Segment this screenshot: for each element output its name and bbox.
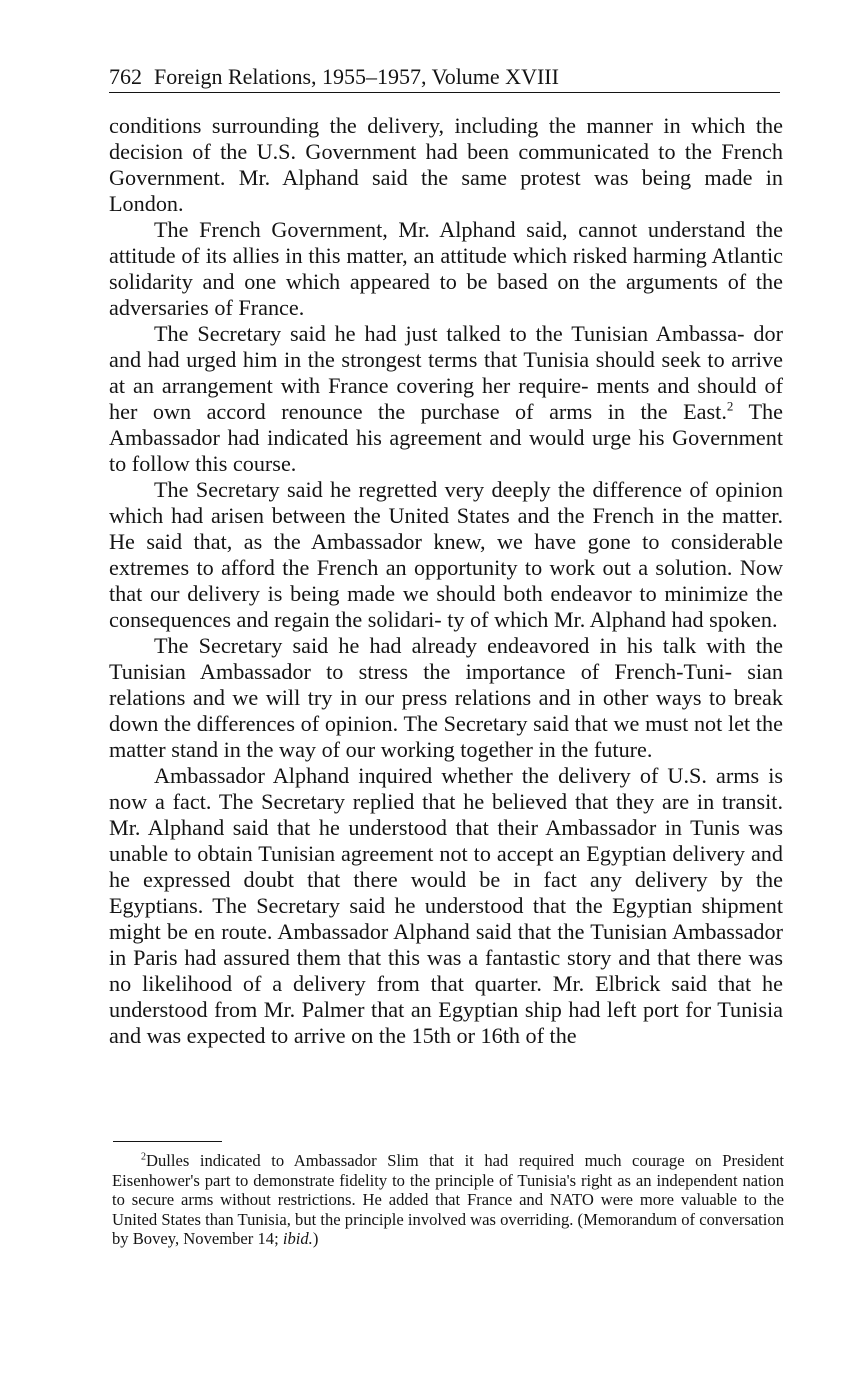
footnote-divider bbox=[113, 1141, 222, 1142]
footnote-citation: ibid. bbox=[282, 1229, 313, 1249]
volume-title: Foreign Relations, 1955–1957, Volume XVIII bbox=[154, 64, 559, 89]
page-number: 762 bbox=[109, 64, 142, 89]
paragraph-4: The Secretary said he regretted very deeply the difference of opinion which had arisen between the United States and the French in the matter. He said that, as the Ambassador knew, we have gone to considerable extremes to afford the French an opportunity to work out a solution. Now that our delivery is being made we should both endeavor to minimize the consequences and regain the solidari- ty of which Mr. Alphand had spoken. bbox=[109, 477, 783, 632]
footnote-number: 2 bbox=[141, 1151, 146, 1163]
paragraph-1: conditions surrounding the delivery, including the manner in which the decision of the U.S. Government had been communicated to the French Government. Mr. Alphand said the same protest was being made in London. bbox=[109, 113, 783, 216]
paragraph-2: The French Government, Mr. Alphand said, cannot understand the attitude of its allies in this matter, an attitude which risked harming Atlantic solidarity and one which appeared to be based on the arguments of the adversaries of France. bbox=[109, 217, 783, 320]
body-text bbox=[109, 113, 783, 1049]
paragraph-3-text: The Secretary said he had just talked to the Tunisian Ambassa- dor and had urged him in the strongest terms that Tunisia should seek to arrive at an arrangement with France covering her require- ments and should of her own accord renounce the purchase of arms in the East. bbox=[109, 321, 783, 424]
paragraph-3-continuation: The Ambassador had indicated his agreement and would urge his Government to follow this course. bbox=[109, 399, 783, 476]
paragraph-3 bbox=[109, 321, 783, 477]
paragraph-5: The Secretary said he had already endeavored in his talk with the Tunisian Ambassador to stress the importance of French-Tuni- sian relations and we will try in our press relations and in other ways to break down the differences of opinion. The Secretary said that we must not let the matter stand in the way of our working together in the future. bbox=[109, 633, 783, 762]
footnote-reference: 2 bbox=[726, 398, 734, 414]
footnote-close: ) bbox=[312, 1229, 319, 1249]
paragraph-6: Ambassador Alphand inquired whether the delivery of U.S. arms is now a fact. The Secretary replied that he believed that they are in transit. Mr. Alphand said that he understood that their Ambassador in Tunis was unable to obtain Tunisian agreement not to accept an Egyptian delivery and he expressed doubt that there would be in fact any delivery by the Egyptians. The Secretary said he understood that the Egyptian shipment might be en route. Ambassador Alphand said that the Tunisian Ambassador in Paris had assured them that this was a fantastic story and that there was no likelihood of a delivery from that quarter. Mr. Elbrick said that he understood from Mr. Palmer that an Egyptian ship had left port for Tunisia and was expected to arrive on the 15th or 16th of the bbox=[109, 763, 783, 1048]
footnote bbox=[112, 1151, 784, 1249]
footnote-text: Dulles indicated to Ambassador Slim that it had required much courage on President Eisenhower's part to demonstrate fidelity to the principle of Tunisia's right as an independent nation to secure arms without restrictions. He added that France and NATO were more valuable to the United States than Tunisia, but the principle involved was overriding. (Memorandum of conversation by Bovey, November 14; bbox=[112, 1151, 784, 1249]
running-header bbox=[109, 62, 780, 93]
